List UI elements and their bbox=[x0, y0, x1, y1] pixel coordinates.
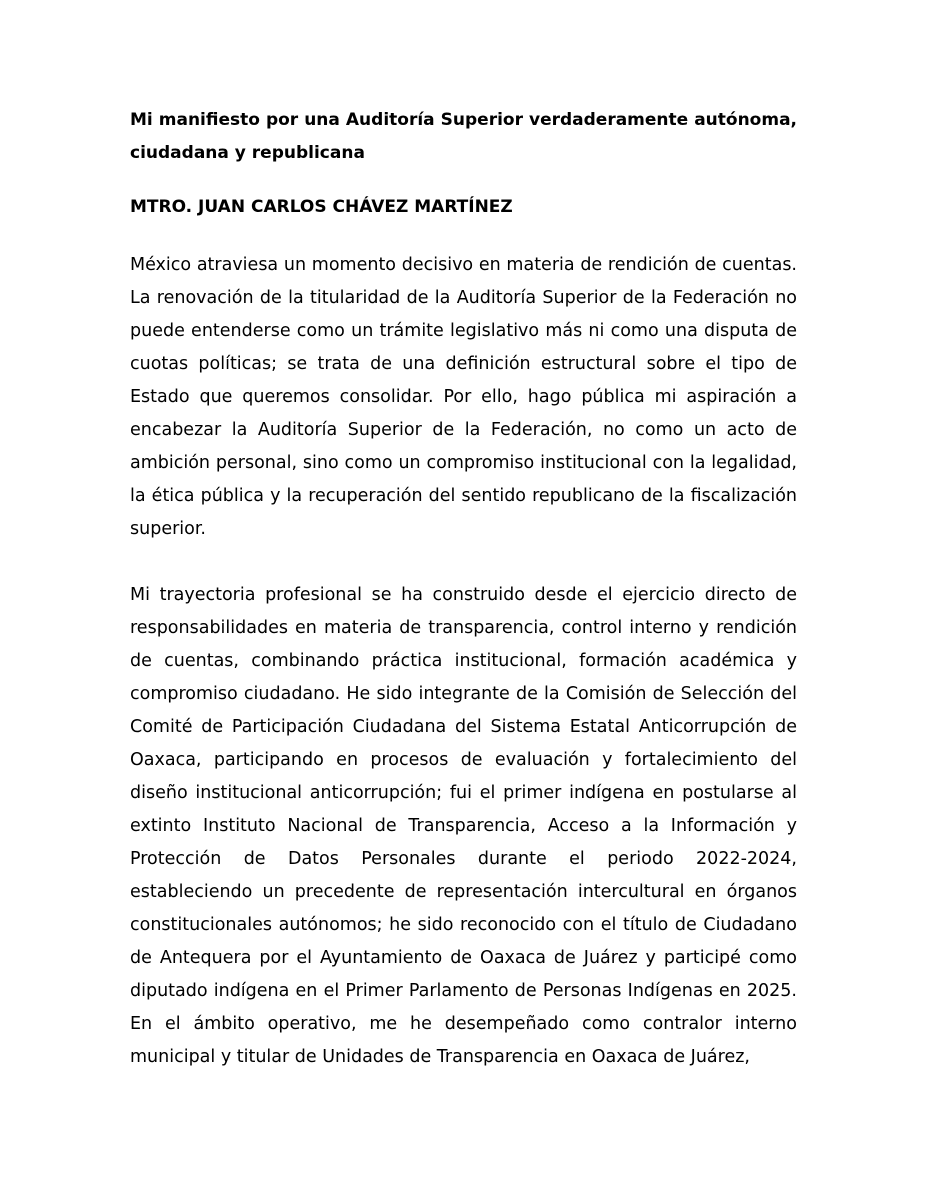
author-name: MTRO. JUAN CARLOS CHÁVEZ MARTÍNEZ bbox=[130, 197, 513, 217]
paragraph-1: México atraviesa un momento decisivo en materia de rendición de cuentas. La renovación de la titularidad de la Auditoría Superior de la Federación no puede entenderse como un trámite legislativo más ni como una disputa de cuotas políticas; se trata de una definición estructural sobre el tipo de Estado que queremos consolidar. Por ello, hago pública mi aspiración a encabezar la Auditoría Superior de la Federación, no como un acto de ambición personal, sino como un compromiso institucional con la legalidad, la ética pública y la recuperación del sentido republicano de la fiscalización superior. bbox=[130, 255, 797, 539]
document-title: Mi manifiesto por una Auditoría Superior verdaderamente autónoma, ciudadana y republicana bbox=[130, 110, 797, 163]
document-body bbox=[130, 104, 797, 1074]
paragraph-2: Mi trayectoria profesional se ha construido desde el ejercicio directo de responsabilidades en materia de transparencia, control interno y rendición de cuentas, combinando práctica institucional, formación académica y compromiso ciudadano. He sido integrante de la Comisión de Selección del Comité de Participación Ciudadana del Sistema Estatal Anticorrupción de Oaxaca, participando en procesos de evaluación y fortalecimiento del diseño institucional anticorrupción; fui el primer indígena en postularse al extinto Instituto Nacional de Transparencia, Acceso a la Información y Protección de Datos Personales durante el periodo 2022-2024, estableciendo un precedente de representación intercultural en órganos constitucionales autónomos; he sido reconocido con el título de Ciudadano de Antequera por el Ayuntamiento de Oaxaca de Juárez y participé como diputado indígena en el Primer Parlamento de Personas Indígenas en 2025. En el ámbito operativo, me he desempeñado como contralor interno municipal y titular de Unidades de Transparencia en Oaxaca de Juárez, bbox=[130, 585, 797, 1067]
